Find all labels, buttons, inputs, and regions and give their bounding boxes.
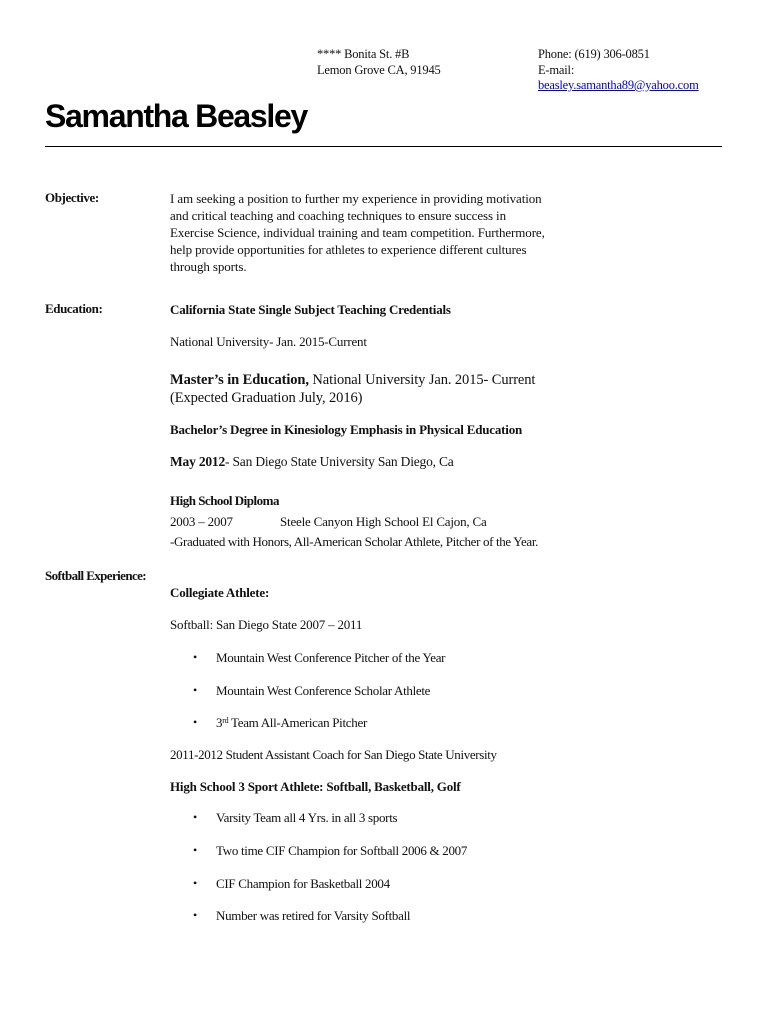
objective-line: Exercise Science, individual training and team competition. Furthermore, bbox=[170, 225, 545, 240]
third-team-num: 3 bbox=[216, 715, 223, 730]
credential-detail: National University- Jan. 2015-Current bbox=[170, 334, 367, 349]
bullet-icon: • bbox=[193, 715, 198, 729]
hs-bullet: Varsity Team all 4 Yrs. in all 3 sports bbox=[216, 810, 398, 825]
bullet-icon: • bbox=[193, 810, 198, 824]
bullet-icon: • bbox=[193, 650, 198, 664]
hs-school: Steele Canyon High School El Cajon, Ca bbox=[280, 514, 487, 529]
address-line-2: Lemon Grove CA, 91945 bbox=[317, 63, 441, 77]
hs-years: 2003 – 2007 bbox=[170, 514, 233, 529]
bachelors-date: May 2012 bbox=[170, 454, 226, 469]
bullet-icon: • bbox=[193, 876, 198, 890]
bachelors-detail: - San Diego State University San Diego, Ca bbox=[225, 454, 454, 469]
collegiate-title: Collegiate Athlete: bbox=[170, 585, 270, 600]
email-link[interactable]: beasley.samantha89@yahoo.com bbox=[538, 78, 699, 92]
masters-line bbox=[170, 371, 535, 389]
masters-detail: National University Jan. 2015- Current bbox=[308, 372, 536, 388]
hs-bullet: Number was retired for Varsity Softball bbox=[216, 908, 411, 923]
hs-bullet: CIF Champion for Basketball 2004 bbox=[216, 876, 390, 891]
section-label-education: Education: bbox=[45, 301, 103, 316]
bullet-icon: • bbox=[193, 908, 198, 922]
hs-athlete-title: High School 3 Sport Athlete: Softball, Basketball, Golf bbox=[170, 779, 461, 794]
hs-note: -Graduated with Honors, All-American Scholar Athlete, Pitcher of the Year. bbox=[170, 534, 538, 549]
bullet-icon: • bbox=[193, 843, 198, 857]
bachelors-title: Bachelor’s Degree in Kinesiology Emphasis in Physical Education bbox=[170, 422, 523, 437]
section-label-objective: Objective: bbox=[45, 190, 99, 205]
candidate-name: Samantha Beasley bbox=[45, 98, 308, 134]
third-team-sup: rd bbox=[222, 716, 229, 725]
third-team-rest: Team All-American Pitcher bbox=[228, 715, 367, 730]
bachelors-line bbox=[170, 454, 454, 470]
address-line-1: **** Bonita St. #B bbox=[317, 47, 410, 61]
masters-note: (Expected Graduation July, 2016) bbox=[170, 390, 363, 406]
header-divider bbox=[45, 146, 722, 147]
hs-diploma-title: High School Diploma bbox=[170, 493, 279, 508]
objective-line: I am seeking a position to further my experience in providing motivation bbox=[170, 191, 542, 206]
objective-text bbox=[170, 190, 545, 275]
coach-line: 2011-2012 Student Assistant Coach for San Diego State University bbox=[170, 747, 497, 762]
bullet-icon: • bbox=[193, 683, 198, 697]
phone: Phone: (619) 306-0851 bbox=[538, 47, 650, 61]
collegiate-bullet bbox=[216, 715, 367, 731]
section-label-softball: Softball Experience: bbox=[45, 568, 147, 583]
objective-line: help provide opportunities for athletes to experience different cultures bbox=[170, 242, 527, 257]
email-label: E-mail: bbox=[538, 63, 575, 77]
objective-line: through sports. bbox=[170, 259, 247, 274]
objective-line: and critical teaching and coaching techniques to ensure success in bbox=[170, 208, 506, 223]
collegiate-bullet: Mountain West Conference Pitcher of the Year bbox=[216, 650, 446, 665]
hs-bullet: Two time CIF Champion for Softball 2006 & 2007 bbox=[216, 843, 468, 858]
collegiate-bullet: Mountain West Conference Scholar Athlete bbox=[216, 683, 431, 698]
masters-title: Master’s in Education, bbox=[170, 372, 309, 388]
collegiate-detail: Softball: San Diego State 2007 – 2011 bbox=[170, 617, 363, 632]
credential-title: California State Single Subject Teaching Credentials bbox=[170, 302, 451, 317]
